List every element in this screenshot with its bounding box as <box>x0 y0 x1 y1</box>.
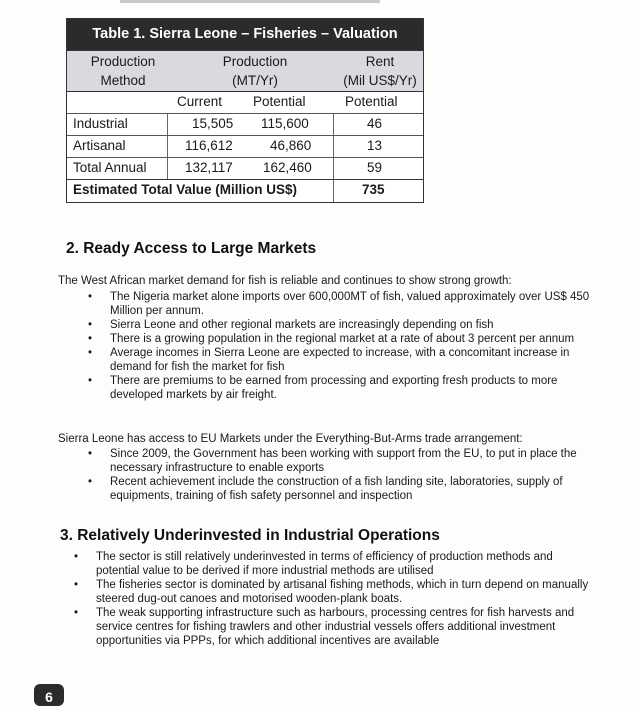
section-2-intro-2: Sierra Leone has access to EU Markets under the Everything-But-Arms trade arrangement: <box>58 433 523 445</box>
table-subheader <box>67 91 423 113</box>
valuation-table <box>66 18 424 203</box>
subheader-current: Current <box>177 94 223 109</box>
subheader-rent-potential: Potential <box>345 94 398 109</box>
top-page-edge <box>120 0 380 3</box>
list-item: • There are premiums to be earned from processing and exporting fresh products to more developed markets by air freight. <box>110 374 600 402</box>
list-item: • The Nigeria market alone imports over 600,000MT of fish, valued approximately over US$ 450 Million per annum. <box>110 290 600 318</box>
list-item: • The sector is still relatively underinvested in terms of efficiency of production methods and potential value to be derived if more industrial methods are utilised <box>96 550 596 578</box>
table-row: Total Annual 132,117 162,460 59 <box>67 157 423 179</box>
section-3-heading: 3. Relatively Underinvested in Industrial Operations <box>60 527 440 544</box>
table-row: Industrial 15,505 115,600 46 <box>67 113 423 135</box>
section-2-bullets-2 <box>110 447 602 503</box>
page-number: 6 <box>34 684 64 706</box>
table-title: Table 1. Sierra Leone – Fisheries – Valuation <box>67 19 423 50</box>
list-item: • Sierra Leone and other regional markets are increasingly depending on fish <box>110 318 600 332</box>
section-2-bullets <box>110 290 600 402</box>
section-3-bullets <box>96 550 596 648</box>
table-header <box>67 50 423 91</box>
header-rent: Rent (Mil US$/Yr) <box>343 54 417 88</box>
list-item: • Since 2009, the Government has been working with support from the EU, to put in place the necessary infrastructure to enable exports <box>110 447 602 475</box>
list-item: • Recent achievement include the construction of a fish landing site, laboratories, supply of equipments, training of fish safety personnel and inspection <box>110 475 602 503</box>
section-2-intro: The West African market demand for fish is reliable and continues to show strong growth: <box>58 275 512 287</box>
subheader-potential: Potential <box>253 94 306 109</box>
list-item: • Average incomes in Sierra Leone are expected to increase, with a concomitant increase in demand for fish the market for fish <box>110 346 600 374</box>
section-2-heading: 2. Ready Access to Large Markets <box>66 240 317 257</box>
header-production-method: Production Method <box>90 54 156 88</box>
estimate-label: Estimated Total Value (Million US$) <box>73 182 298 197</box>
table-estimate-row <box>67 179 423 202</box>
header-production: Production (MT/Yr) <box>222 54 288 88</box>
estimate-value: 735 <box>362 182 385 197</box>
list-item: • The weak supporting infrastructure such as harbours, processing centres for fish harvests and service centres for fishing trawlers and other industrial vessels offers additional investment opportunities via PPPs, for which additional incentives are available <box>96 606 596 648</box>
table-row: Artisanal 116,612 46,860 13 <box>67 135 423 157</box>
list-item: • The fisheries sector is dominated by artisanal fishing methods, which in turn depend on manually steered dug-out canoes and motorised wooden-plank boats. <box>96 578 596 606</box>
list-item: • There is a growing population in the regional market at a rate of about 3 percent per annum <box>110 332 600 346</box>
